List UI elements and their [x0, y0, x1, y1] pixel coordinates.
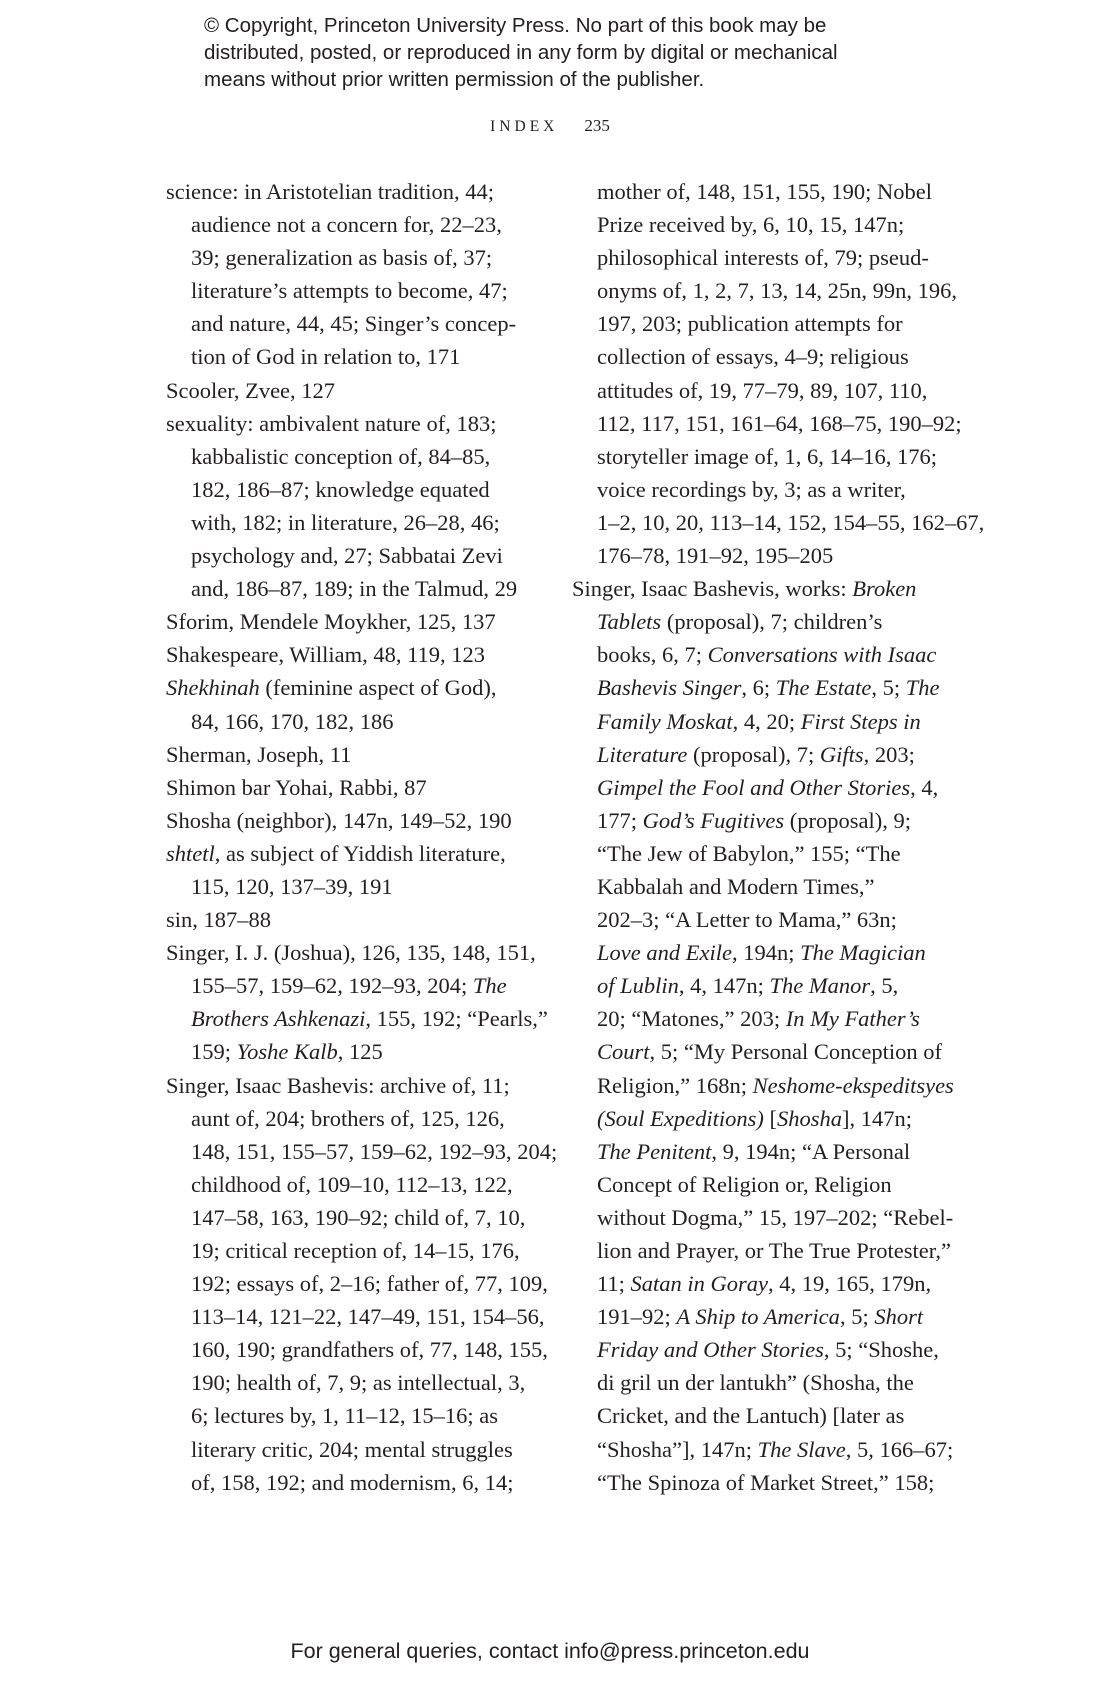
index-text: Scooler, Zvee, 127	[166, 377, 336, 403]
index-text: attitudes of, 19, 77–79, 89, 107, 110,	[597, 377, 928, 403]
index-entry	[572, 572, 952, 605]
copyright-line: © Copyright, Princeton University Press. No part of this book may be	[204, 14, 827, 37]
index-title-text: The Magician	[800, 940, 926, 966]
index-text: 192; essays of, 2–16; father of, 77, 109,	[191, 1271, 548, 1297]
index-text: , 203;	[863, 741, 915, 767]
index-subline	[166, 1267, 546, 1300]
index-subline	[572, 208, 952, 241]
index-subline	[166, 307, 546, 340]
index-subline	[166, 473, 546, 506]
index-text: , 125	[337, 1039, 383, 1065]
index-text: and nature, 44, 45; Singer’s concep-	[191, 311, 517, 337]
index-title-text: Yoshe Kalb	[236, 1039, 338, 1065]
index-text: Concept of Religion or, Religion	[597, 1171, 892, 1197]
index-text: 113–14, 121–22, 147–49, 151, 154–56,	[191, 1304, 545, 1330]
index-text: [	[763, 1105, 777, 1131]
index-entry	[166, 1069, 546, 1102]
index-title-text: Court	[597, 1039, 650, 1065]
index-subline	[572, 1366, 952, 1399]
index-text: , 155, 192; “Pearls,”	[365, 1006, 548, 1032]
index-text: , 5;	[871, 675, 906, 701]
index-text: science: in Aristotelian tradition, 44;	[166, 179, 495, 204]
index-title-text: The	[905, 675, 940, 701]
index-text: 155–57, 159–62, 192–93, 204;	[191, 973, 473, 999]
index-subline	[572, 1002, 952, 1035]
index-text: of, 158, 192; and modernism, 6, 14;	[191, 1469, 514, 1495]
index-text: , 4, 147n;	[678, 973, 770, 999]
index-title-text: The Manor	[769, 973, 871, 999]
index-subline	[572, 969, 952, 1002]
index-subline	[572, 771, 952, 804]
index-subline	[572, 638, 952, 671]
index-text: , 4,	[910, 774, 939, 800]
index-text: , 194n;	[731, 940, 801, 966]
footer-contact: For general queries, contact info@press.princeton.edu	[290, 1639, 810, 1663]
index-text: childhood of, 109–10, 112–13, 122,	[191, 1171, 513, 1197]
index-entry	[166, 605, 546, 638]
index-text: and, 186–87, 189; in the Talmud, 29	[191, 576, 518, 602]
index-subline	[572, 804, 952, 837]
index-text: 176–78, 191–92, 195–205	[597, 543, 834, 569]
index-title-text: Broken	[852, 576, 917, 602]
index-subline	[572, 605, 952, 638]
index-subline	[572, 473, 952, 506]
index-text: Sherman, Joseph, 11	[166, 741, 352, 767]
index-subline	[572, 506, 985, 539]
index-text: , 4, 19, 165, 179n,	[768, 1271, 932, 1297]
index-subline	[572, 407, 962, 440]
index-subline	[166, 969, 546, 1002]
index-subline	[572, 1069, 952, 1102]
index-subline	[572, 307, 952, 340]
index-subline	[572, 1300, 952, 1333]
index-text: “The Jew of Babylon,” 155; “The	[597, 840, 901, 866]
index-text: collection of essays, 4–9; religious	[597, 344, 909, 370]
copyright-line: means without prior written permission of the publisher.	[204, 68, 705, 91]
index-text: 115, 120, 137–39, 191	[191, 873, 393, 899]
index-subline	[572, 175, 952, 208]
index-text: “The Spinoza of Market Street,” 158;	[597, 1469, 935, 1495]
index-text: 202–3; “A Letter to Mama,” 63n;	[597, 907, 897, 933]
index-text: without Dogma,” 15, 197–202; “Rebel-	[597, 1204, 954, 1230]
index-title-text: Love and Exile	[597, 940, 732, 966]
index-text: 148, 151, 155–57, 159–62, 192–93, 204;	[191, 1138, 558, 1164]
index-title-text: Gimpel the Fool and Other Stories	[597, 774, 911, 800]
index-title-text: Gifts	[819, 741, 864, 767]
index-text: ], 147n;	[841, 1105, 912, 1131]
index-text: “Shosha”], 147n;	[597, 1436, 758, 1462]
index-text: literary critic, 204; mental struggles	[191, 1436, 513, 1462]
index-subline	[572, 1201, 952, 1234]
index-subline	[166, 1466, 546, 1499]
index-title-text: God’s Fugitives	[642, 807, 785, 833]
index-title-text: A Ship to America	[676, 1304, 840, 1330]
index-title-text: Neshome-ekspeditsyes	[752, 1072, 954, 1098]
index-subline	[572, 241, 952, 274]
copyright-notice	[204, 12, 924, 93]
index-subline	[166, 539, 546, 572]
index-text: 182, 186–87; knowledge equated	[191, 476, 490, 502]
index-entry	[166, 175, 546, 208]
index-text: 177;	[597, 807, 643, 833]
index-text: lion and Prayer, or The True Protester,”	[597, 1238, 951, 1263]
index-text: , 6;	[741, 675, 776, 701]
index-subline	[166, 241, 546, 274]
index-text: storyteller image of, 1, 6, 14–16, 176;	[597, 443, 937, 469]
index-title-text: Conversations with Isaac	[707, 642, 937, 668]
index-title-text: Shekhinah	[166, 675, 260, 701]
index-subline	[572, 1102, 952, 1135]
index-text: 147–58, 163, 190–92; child of, 7, 10,	[191, 1204, 526, 1230]
index-text: mother of, 148, 151, 155, 190; Nobel	[597, 179, 932, 204]
index-entry	[166, 638, 546, 671]
index-title-text: Family Moskat	[597, 708, 733, 734]
index-title-text: Bashevis Singer	[597, 675, 742, 701]
index-title-text: Tablets	[597, 609, 662, 635]
index-subline	[166, 1135, 558, 1168]
index-subline	[166, 1234, 546, 1267]
index-text: Prize received by, 6, 10, 15, 147n;	[597, 212, 905, 238]
index-text: Shakespeare, William, 48, 119, 123	[166, 642, 486, 668]
index-text: , 5,	[870, 973, 899, 999]
index-text: , 4, 20;	[732, 708, 801, 734]
index-subline	[166, 274, 546, 307]
index-text: 190; health of, 7, 9; as intellectual, 3,	[191, 1370, 526, 1396]
index-text: kabbalistic conception of, 84–85,	[191, 443, 491, 469]
index-text: audience not a concern for, 22–23,	[191, 212, 502, 238]
index-subline	[572, 1267, 952, 1300]
index-text: , 5; “Shoshe,	[823, 1337, 939, 1363]
index-text: literature’s attempts to become, 47;	[191, 278, 508, 304]
index-text: sexuality: ambivalent nature of, 183;	[166, 410, 497, 436]
copyright-line: distributed, posted, or reproduced in any form by digital or mechanical	[204, 41, 838, 64]
index-subline	[166, 1333, 546, 1366]
index-subline	[572, 671, 952, 704]
index-title-text: shtetl	[166, 840, 215, 866]
index-subline	[166, 705, 546, 738]
index-title-text: Satan in Goray	[630, 1271, 769, 1297]
index-subline	[166, 506, 546, 539]
index-text: voice recordings by, 3; as a writer,	[597, 476, 906, 502]
index-text: Singer, Isaac Bashevis: archive of, 11;	[166, 1072, 510, 1098]
index-title-text: Short	[874, 1304, 924, 1330]
index-subline	[572, 340, 952, 373]
running-head-label: INDEX	[490, 118, 559, 135]
index-subline	[166, 1433, 546, 1466]
index-text: 197, 203; publication attempts for	[597, 311, 903, 337]
index-text: 160, 190; grandfathers of, 77, 148, 155,	[191, 1337, 548, 1363]
index-subline	[572, 1333, 952, 1366]
index-subline	[166, 1102, 546, 1135]
index-title-text: Brothers Ashkenazi	[191, 1006, 366, 1032]
index-entry	[166, 671, 546, 704]
index-text: Kabbalah and Modern Times,”	[597, 873, 875, 899]
index-text: Sforim, Mendele Moykher, 125, 137	[166, 609, 496, 635]
index-subline	[572, 374, 952, 407]
index-subline	[572, 903, 952, 936]
index-text: Shimon bar Yohai, Rabbi, 87	[166, 774, 427, 800]
index-subline	[572, 1433, 952, 1466]
index-title-text: In My Father’s	[785, 1006, 920, 1032]
index-title-text: Literature	[597, 741, 688, 767]
index-text: 191–92;	[597, 1304, 677, 1330]
index-subline	[572, 738, 952, 771]
index-title-text: The Penitent	[597, 1138, 712, 1164]
index-text: , 5; “My Personal Conception of	[649, 1039, 942, 1065]
index-text: , 9, 194n; “A Personal	[711, 1138, 911, 1164]
page-number: 235	[584, 116, 610, 135]
index-text: 39; generalization as basis of, 37;	[191, 245, 493, 271]
index-text: psychology and, 27; Sabbatai Zevi	[191, 543, 503, 569]
index-subline	[166, 340, 546, 373]
index-entry	[166, 903, 546, 936]
index-text: aunt of, 204; brothers of, 125, 126,	[191, 1105, 505, 1131]
index-subline	[166, 572, 546, 605]
index-text: , 5, 166–67;	[845, 1436, 954, 1462]
index-text: Religion,” 168n;	[597, 1072, 753, 1098]
index-entry	[166, 771, 546, 804]
index-text: , 5;	[839, 1304, 875, 1330]
index-text: (proposal), 7;	[687, 741, 820, 767]
index-text: Shosha (neighbor), 147n, 149–52, 190	[166, 807, 512, 833]
running-head	[0, 116, 1100, 136]
index-text: 84, 166, 170, 182, 186	[191, 708, 394, 734]
index-text: 112, 117, 151, 161–64, 168–75, 190–92;	[597, 410, 962, 436]
index-subline	[572, 1135, 952, 1168]
index-subline	[166, 208, 546, 241]
index-subline	[166, 1366, 546, 1399]
index-text: , as subject of Yiddish literature,	[214, 840, 506, 866]
index-subline	[166, 1168, 546, 1201]
index-text: 19; critical reception of, 14–15, 176,	[191, 1238, 520, 1263]
index-subline	[572, 1168, 952, 1201]
index-text: onyms of, 1, 2, 7, 13, 14, 25n, 99n, 196,	[597, 278, 957, 304]
index-subline	[166, 1399, 546, 1432]
index-title-text: First Steps in	[800, 708, 921, 734]
index-entry	[166, 936, 546, 969]
index-subline	[166, 1035, 546, 1068]
index-subline	[572, 705, 952, 738]
index-text: with, 182; in literature, 26–28, 46;	[191, 509, 500, 535]
index-title-text: of Lublin	[597, 973, 679, 999]
index-text: Singer, I. J. (Joshua), 126, 135, 148, 151,	[166, 940, 536, 966]
index-subline	[166, 870, 546, 903]
index-text: 159;	[191, 1039, 237, 1065]
index-title-text: Friday and Other Stories	[597, 1337, 824, 1363]
index-text: (proposal), 9;	[784, 807, 911, 833]
index-subline	[572, 539, 952, 572]
index-entry	[166, 837, 546, 870]
index-title-text: Shosha	[776, 1105, 842, 1131]
index-subline	[572, 1399, 952, 1432]
index-title-text: The	[472, 973, 507, 999]
index-subline	[572, 1035, 952, 1068]
index-entry	[166, 804, 546, 837]
index-text: sin, 187–88	[166, 907, 272, 933]
index-text: 20; “Matones,” 203;	[597, 1006, 786, 1032]
index-text: 1–2, 10, 20, 113–14, 152, 154–55, 162–67,	[597, 509, 985, 535]
index-text: books, 6, 7;	[597, 642, 708, 668]
index-column-right	[572, 175, 985, 1499]
index-title-text: The Estate	[775, 675, 872, 701]
index-entry	[166, 738, 546, 771]
index-entry	[166, 407, 546, 440]
index-subline	[572, 1466, 952, 1499]
index-subline	[572, 870, 952, 903]
index-subline	[572, 936, 952, 969]
index-subline	[572, 440, 952, 473]
index-text: 11;	[597, 1271, 631, 1297]
index-text: tion of God in relation to, 171	[191, 344, 461, 370]
index-text: (proposal), 7; children’s	[661, 609, 883, 635]
index-subline	[166, 1002, 546, 1035]
index-text: Cricket, and the Lantuch) [later as	[597, 1403, 905, 1429]
index-subline	[572, 1234, 952, 1267]
index-subline	[166, 1300, 546, 1333]
index-title-text: The Slave	[757, 1436, 846, 1462]
index-text: 6; lectures by, 1, 11–12, 15–16; as	[191, 1403, 499, 1429]
index-subline	[572, 837, 952, 870]
index-subline	[166, 1201, 546, 1234]
index-text: (feminine aspect of God),	[259, 675, 497, 701]
index-column-left	[166, 175, 558, 1499]
index-text: Singer, Isaac Bashevis, works:	[572, 576, 853, 602]
index-text: di gril un der lantukh” (Shosha, the	[597, 1370, 914, 1396]
index-subline	[166, 440, 546, 473]
index-entry	[166, 374, 546, 407]
index-title-text: (Soul Expeditions)	[597, 1105, 764, 1131]
index-text: philosophical interests of, 79; pseud-	[597, 245, 929, 271]
index-subline	[572, 274, 957, 307]
